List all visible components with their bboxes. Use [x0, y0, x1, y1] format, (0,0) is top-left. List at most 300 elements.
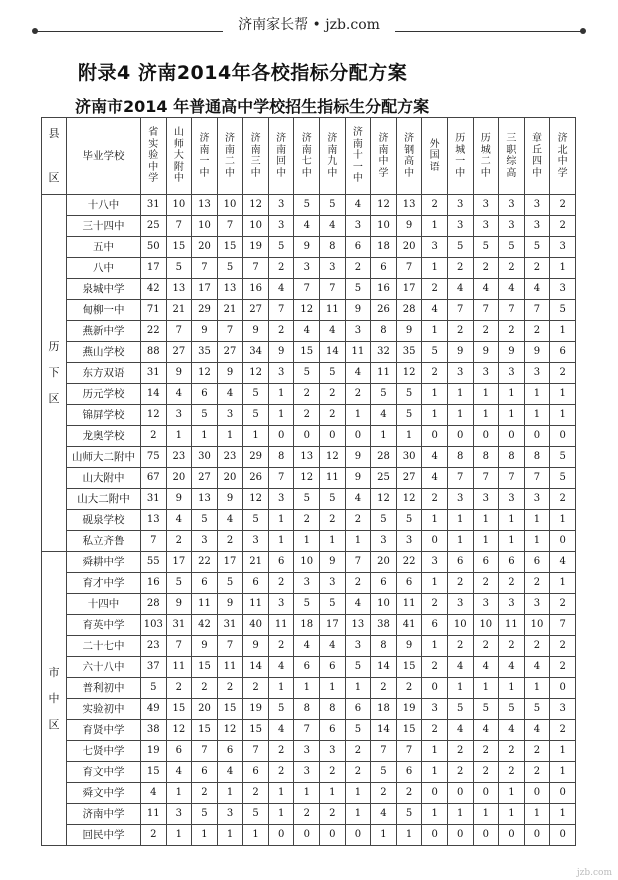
quota-value-cell: 2 — [550, 636, 576, 657]
quota-value-cell: 7 — [447, 300, 473, 321]
quota-value-cell: 3 — [166, 804, 192, 825]
table-row — [42, 195, 576, 216]
quota-value-cell: 9 — [192, 636, 218, 657]
quota-value-cell: 2 — [192, 678, 218, 699]
quota-value-cell: 30 — [192, 447, 218, 468]
quota-value-cell: 0 — [422, 426, 448, 447]
quota-value-cell: 1 — [396, 426, 422, 447]
quota-value-cell: 9 — [217, 363, 243, 384]
quota-value-cell: 2 — [447, 258, 473, 279]
quota-value-cell: 1 — [268, 531, 294, 552]
quota-value-cell: 4 — [320, 321, 346, 342]
quota-value-cell: 0 — [550, 678, 576, 699]
quota-value-cell: 3 — [447, 216, 473, 237]
quota-value-cell: 7 — [473, 468, 499, 489]
school-name-cell: 济南中学 — [67, 804, 141, 825]
quota-value-cell: 0 — [447, 426, 473, 447]
quota-value-cell: 5 — [499, 699, 525, 720]
column-header — [166, 118, 192, 195]
quota-value-cell: 1 — [473, 510, 499, 531]
quota-value-cell: 3 — [473, 594, 499, 615]
quota-value-cell: 9 — [447, 342, 473, 363]
quota-value-cell: 67 — [141, 468, 167, 489]
quota-value-cell: 1 — [371, 426, 397, 447]
school-name-cell: 山师大二附中 — [67, 447, 141, 468]
table-row — [42, 405, 576, 426]
quota-value-cell: 3 — [447, 195, 473, 216]
table-row — [42, 783, 576, 804]
quota-value-cell: 1 — [473, 804, 499, 825]
quota-value-cell: 2 — [141, 825, 167, 846]
quota-value-cell: 7 — [371, 741, 397, 762]
quota-value-cell: 3 — [524, 594, 550, 615]
quota-value-cell: 4 — [371, 405, 397, 426]
quota-value-cell: 22 — [141, 321, 167, 342]
column-header — [243, 118, 269, 195]
quota-value-cell: 1 — [447, 531, 473, 552]
quota-value-cell: 0 — [422, 783, 448, 804]
quota-value-cell: 15 — [243, 720, 269, 741]
quota-value-cell: 1 — [294, 678, 320, 699]
quota-value-cell: 55 — [141, 552, 167, 573]
quota-value-cell: 5 — [320, 195, 346, 216]
quota-value-cell: 2 — [422, 363, 448, 384]
quota-value-cell: 12 — [396, 363, 422, 384]
quota-value-cell: 5 — [166, 258, 192, 279]
quota-value-cell: 2 — [524, 258, 550, 279]
quota-value-cell: 1 — [345, 804, 371, 825]
quota-value-cell: 11 — [499, 615, 525, 636]
quota-value-cell: 17 — [141, 258, 167, 279]
quota-value-cell: 2 — [320, 510, 346, 531]
quota-value-cell: 4 — [294, 636, 320, 657]
quota-value-cell: 4 — [473, 657, 499, 678]
quota-value-cell: 41 — [396, 615, 422, 636]
quota-value-cell: 71 — [141, 300, 167, 321]
quota-value-cell: 1 — [499, 531, 525, 552]
column-header — [192, 118, 218, 195]
column-header-text: 济 南 三 中 — [250, 133, 261, 179]
quota-value-cell: 13 — [141, 510, 167, 531]
quota-value-cell: 3 — [396, 531, 422, 552]
column-header — [141, 118, 167, 195]
quota-value-cell: 1 — [550, 384, 576, 405]
quota-value-cell: 6 — [320, 657, 346, 678]
quota-value-cell: 3 — [473, 363, 499, 384]
quota-value-cell: 28 — [396, 300, 422, 321]
quota-value-cell: 2 — [550, 489, 576, 510]
table-row — [42, 426, 576, 447]
quota-value-cell: 10 — [473, 615, 499, 636]
school-name-cell: 锦屏学校 — [67, 405, 141, 426]
quota-value-cell: 23 — [141, 636, 167, 657]
quota-value-cell: 35 — [192, 342, 218, 363]
quota-value-cell: 3 — [294, 573, 320, 594]
quota-value-cell: 6 — [499, 552, 525, 573]
quota-value-cell: 0 — [422, 678, 448, 699]
quota-value-cell: 2 — [499, 258, 525, 279]
quota-value-cell: 38 — [141, 720, 167, 741]
quota-value-cell: 2 — [473, 762, 499, 783]
quota-value-cell: 9 — [166, 363, 192, 384]
quota-value-cell: 2 — [422, 657, 448, 678]
quota-value-cell: 25 — [371, 468, 397, 489]
quota-value-cell: 8 — [499, 447, 525, 468]
school-name-cell: 普利初中 — [67, 678, 141, 699]
quota-value-cell: 1 — [473, 405, 499, 426]
table-row — [42, 657, 576, 678]
school-name-cell: 山大二附中 — [67, 489, 141, 510]
quota-value-cell: 1 — [371, 825, 397, 846]
quota-value-cell: 5 — [320, 363, 346, 384]
quota-value-cell: 0 — [268, 426, 294, 447]
quota-value-cell: 2 — [243, 783, 269, 804]
county-header — [42, 118, 67, 195]
quota-value-cell: 15 — [166, 699, 192, 720]
school-name-cell: 育贤中学 — [67, 720, 141, 741]
column-header-text: 历 城 一 中 — [455, 133, 466, 179]
quota-value-cell: 7 — [524, 300, 550, 321]
quota-value-cell: 2 — [294, 405, 320, 426]
table-row — [42, 741, 576, 762]
quota-value-cell: 6 — [396, 573, 422, 594]
quota-value-cell: 5 — [473, 699, 499, 720]
quota-value-cell: 19 — [243, 699, 269, 720]
quota-value-cell: 1 — [268, 405, 294, 426]
school-header: 毕业学校 — [67, 118, 141, 195]
quota-value-cell: 0 — [268, 825, 294, 846]
quota-value-cell: 5 — [294, 489, 320, 510]
school-name-cell: 三十四中 — [67, 216, 141, 237]
quota-value-cell: 7 — [243, 258, 269, 279]
quota-value-cell: 11 — [217, 657, 243, 678]
quota-value-cell: 7 — [268, 468, 294, 489]
quota-value-cell: 5 — [192, 510, 218, 531]
quota-value-cell: 27 — [192, 468, 218, 489]
quota-value-cell: 2 — [371, 783, 397, 804]
quota-value-cell: 3 — [320, 741, 346, 762]
quota-value-cell: 1 — [345, 678, 371, 699]
quota-value-cell: 1 — [166, 426, 192, 447]
quota-value-cell: 10 — [243, 216, 269, 237]
quota-value-cell: 1 — [473, 678, 499, 699]
quota-value-cell: 21 — [217, 300, 243, 321]
quota-value-cell: 2 — [473, 741, 499, 762]
table-row — [42, 321, 576, 342]
quota-value-cell: 3 — [550, 699, 576, 720]
quota-value-cell: 2 — [550, 720, 576, 741]
column-header — [499, 118, 525, 195]
column-header — [447, 118, 473, 195]
quota-value-cell: 4 — [345, 594, 371, 615]
quota-value-cell: 8 — [320, 237, 346, 258]
table-row — [42, 804, 576, 825]
quota-value-cell: 11 — [243, 594, 269, 615]
quota-value-cell: 2 — [268, 258, 294, 279]
quota-value-cell: 29 — [243, 447, 269, 468]
quota-value-cell: 34 — [243, 342, 269, 363]
quota-value-cell: 20 — [166, 468, 192, 489]
quota-value-cell: 20 — [192, 237, 218, 258]
quota-value-cell: 0 — [550, 426, 576, 447]
quota-value-cell: 5 — [243, 405, 269, 426]
table-row — [42, 258, 576, 279]
quota-value-cell: 12 — [294, 468, 320, 489]
quota-value-cell: 37 — [141, 657, 167, 678]
quota-value-cell: 1 — [294, 531, 320, 552]
school-name-cell: 砚泉学校 — [67, 510, 141, 531]
quota-value-cell: 7 — [396, 258, 422, 279]
quota-value-cell: 2 — [243, 678, 269, 699]
quota-value-cell: 15 — [192, 720, 218, 741]
quota-value-cell: 1 — [524, 804, 550, 825]
quota-value-cell: 4 — [422, 300, 448, 321]
quota-value-cell: 1 — [499, 804, 525, 825]
quota-value-cell: 1 — [422, 762, 448, 783]
quota-value-cell: 4 — [345, 195, 371, 216]
quota-value-cell: 10 — [192, 216, 218, 237]
quota-value-cell: 7 — [320, 279, 346, 300]
quota-value-cell: 13 — [294, 447, 320, 468]
quota-value-cell: 6 — [550, 342, 576, 363]
quota-value-cell: 1 — [192, 825, 218, 846]
quota-value-cell: 6 — [447, 552, 473, 573]
quota-value-cell: 9 — [166, 594, 192, 615]
quota-value-cell: 4 — [320, 636, 346, 657]
quota-value-cell: 5 — [192, 804, 218, 825]
table-row — [42, 615, 576, 636]
quota-value-cell: 14 — [371, 657, 397, 678]
quota-value-cell: 2 — [217, 531, 243, 552]
quota-value-cell: 5 — [294, 363, 320, 384]
quota-value-cell: 3 — [192, 531, 218, 552]
quota-value-cell: 2 — [345, 573, 371, 594]
quota-value-cell: 4 — [166, 762, 192, 783]
quota-value-cell: 4 — [447, 279, 473, 300]
quota-value-cell: 2 — [473, 321, 499, 342]
school-name-cell: 燕新中学 — [67, 321, 141, 342]
table-row — [42, 384, 576, 405]
quota-value-cell: 38 — [371, 615, 397, 636]
quota-value-cell: 4 — [524, 720, 550, 741]
school-name-cell: 燕山学校 — [67, 342, 141, 363]
quota-value-cell: 30 — [396, 447, 422, 468]
county-header-text: 县 区 — [48, 127, 60, 184]
quota-value-cell: 2 — [396, 783, 422, 804]
quota-value-cell: 12 — [217, 720, 243, 741]
quota-value-cell: 5 — [371, 510, 397, 531]
column-header — [320, 118, 346, 195]
quota-value-cell: 4 — [499, 720, 525, 741]
quota-value-cell: 6 — [524, 552, 550, 573]
quota-value-cell: 4 — [268, 720, 294, 741]
quota-value-cell: 6 — [422, 615, 448, 636]
quota-value-cell: 1 — [268, 804, 294, 825]
quota-value-cell: 17 — [396, 279, 422, 300]
quota-value-cell: 2 — [499, 762, 525, 783]
quota-value-cell: 3 — [371, 531, 397, 552]
quota-value-cell: 7 — [217, 636, 243, 657]
quota-value-cell: 7 — [396, 741, 422, 762]
quota-value-cell: 3 — [499, 489, 525, 510]
quota-value-cell: 0 — [473, 783, 499, 804]
quota-value-cell: 2 — [422, 279, 448, 300]
quota-value-cell: 0 — [447, 783, 473, 804]
quota-value-cell: 8 — [371, 636, 397, 657]
quota-value-cell: 14 — [141, 384, 167, 405]
quota-value-cell: 4 — [499, 657, 525, 678]
quota-value-cell: 3 — [268, 216, 294, 237]
quota-value-cell: 12 — [243, 363, 269, 384]
quota-value-cell: 0 — [294, 825, 320, 846]
school-name-cell: 六十八中 — [67, 657, 141, 678]
column-header-text: 外 国 语 — [429, 138, 440, 173]
table-row — [42, 552, 576, 573]
quota-value-cell: 14 — [371, 720, 397, 741]
quota-value-cell: 5 — [524, 699, 550, 720]
quota-value-cell: 6 — [243, 573, 269, 594]
quota-value-cell: 3 — [166, 405, 192, 426]
quota-value-cell: 3 — [217, 405, 243, 426]
quota-value-cell: 0 — [320, 426, 346, 447]
table-row — [42, 720, 576, 741]
quota-value-cell: 2 — [294, 804, 320, 825]
school-name-cell: 回民中学 — [67, 825, 141, 846]
quota-value-cell: 19 — [243, 237, 269, 258]
quota-value-cell: 7 — [192, 258, 218, 279]
quota-value-cell: 5 — [550, 468, 576, 489]
quota-value-cell: 8 — [447, 447, 473, 468]
quota-value-cell: 1 — [166, 783, 192, 804]
quota-value-cell: 0 — [524, 825, 550, 846]
quota-value-cell: 1 — [422, 573, 448, 594]
quota-value-cell: 16 — [141, 573, 167, 594]
quota-value-cell: 3 — [294, 741, 320, 762]
quota-value-cell: 20 — [396, 237, 422, 258]
quota-value-cell: 4 — [473, 720, 499, 741]
quota-value-cell: 9 — [268, 342, 294, 363]
table-row — [42, 825, 576, 846]
quota-value-cell: 22 — [396, 552, 422, 573]
quota-value-cell: 13 — [166, 279, 192, 300]
quota-value-cell: 5 — [550, 300, 576, 321]
school-name-cell: 山大附中 — [67, 468, 141, 489]
quota-value-cell: 3 — [345, 636, 371, 657]
quota-value-cell: 0 — [550, 531, 576, 552]
quota-value-cell: 11 — [192, 594, 218, 615]
quota-value-cell: 10 — [371, 216, 397, 237]
quota-value-cell: 27 — [166, 342, 192, 363]
column-header-text: 济 南 十 一 中 — [352, 127, 363, 185]
quota-value-cell: 2 — [550, 657, 576, 678]
quota-value-cell: 2 — [422, 720, 448, 741]
quota-value-cell: 1 — [268, 384, 294, 405]
quota-value-cell: 9 — [473, 342, 499, 363]
school-name-cell: 甸柳一中 — [67, 300, 141, 321]
table-row — [42, 300, 576, 321]
table-row — [42, 531, 576, 552]
quota-value-cell: 15 — [396, 657, 422, 678]
school-name-cell: 二十七中 — [67, 636, 141, 657]
quota-value-cell: 5 — [499, 237, 525, 258]
column-header-text: 济 南 二 中 — [225, 133, 236, 179]
quota-value-cell: 6 — [192, 762, 218, 783]
school-name-cell: 育才中学 — [67, 573, 141, 594]
school-name-cell: 十八中 — [67, 195, 141, 216]
quota-value-cell: 1 — [345, 531, 371, 552]
quota-value-cell: 2 — [345, 510, 371, 531]
quota-value-cell: 11 — [141, 804, 167, 825]
quota-value-cell: 13 — [396, 195, 422, 216]
quota-value-cell: 5 — [294, 594, 320, 615]
quota-value-cell: 9 — [243, 321, 269, 342]
quota-value-cell: 1 — [524, 531, 550, 552]
quota-value-cell: 2 — [473, 636, 499, 657]
quota-value-cell: 3 — [499, 594, 525, 615]
quota-value-cell: 17 — [166, 552, 192, 573]
quota-value-cell: 10 — [447, 615, 473, 636]
quota-value-cell: 12 — [141, 405, 167, 426]
quota-value-cell: 21 — [243, 552, 269, 573]
quota-value-cell: 5 — [320, 489, 346, 510]
quota-value-cell: 8 — [320, 699, 346, 720]
quota-value-cell: 21 — [166, 300, 192, 321]
quota-value-cell: 3 — [550, 279, 576, 300]
quota-value-cell: 1 — [447, 678, 473, 699]
quota-value-cell: 4 — [217, 762, 243, 783]
school-name-cell: 历元学校 — [67, 384, 141, 405]
quota-value-cell: 2 — [141, 426, 167, 447]
quota-value-cell: 1 — [422, 804, 448, 825]
quota-value-cell: 2 — [550, 195, 576, 216]
quota-value-cell: 2 — [320, 384, 346, 405]
quota-value-cell: 50 — [141, 237, 167, 258]
school-name-cell: 泉城中学 — [67, 279, 141, 300]
table-row — [42, 237, 576, 258]
quota-value-cell: 1 — [217, 426, 243, 447]
quota-value-cell: 2 — [524, 741, 550, 762]
quota-value-cell: 1 — [422, 384, 448, 405]
quota-value-cell: 8 — [524, 447, 550, 468]
quota-value-cell: 15 — [217, 699, 243, 720]
table-row — [42, 573, 576, 594]
table-title: 济南市2014 年普通高中学校招生指标生分配方案 — [75, 97, 430, 116]
quota-value-cell: 4 — [294, 216, 320, 237]
quota-value-cell: 3 — [422, 699, 448, 720]
quota-value-cell: 2 — [524, 573, 550, 594]
quota-value-cell: 3 — [473, 489, 499, 510]
quota-value-cell: 7 — [524, 468, 550, 489]
quota-value-cell: 12 — [371, 195, 397, 216]
quota-value-cell: 4 — [217, 384, 243, 405]
quota-value-cell: 2 — [294, 384, 320, 405]
quota-value-cell: 0 — [422, 825, 448, 846]
quota-value-cell: 1 — [447, 405, 473, 426]
quota-value-cell: 6 — [217, 741, 243, 762]
quota-value-cell: 15 — [166, 237, 192, 258]
quota-value-cell: 15 — [217, 237, 243, 258]
column-header-text: 济 北 中 学 — [557, 133, 568, 179]
school-name-cell: 十四中 — [67, 594, 141, 615]
quota-value-cell: 3 — [268, 363, 294, 384]
column-header-text: 省 实 验 中 学 — [148, 127, 159, 185]
quota-value-cell: 5 — [396, 384, 422, 405]
table-body — [42, 195, 576, 846]
quota-value-cell: 9 — [217, 489, 243, 510]
quota-value-cell: 0 — [550, 783, 576, 804]
quota-value-cell: 1 — [268, 510, 294, 531]
quota-value-cell: 2 — [499, 321, 525, 342]
